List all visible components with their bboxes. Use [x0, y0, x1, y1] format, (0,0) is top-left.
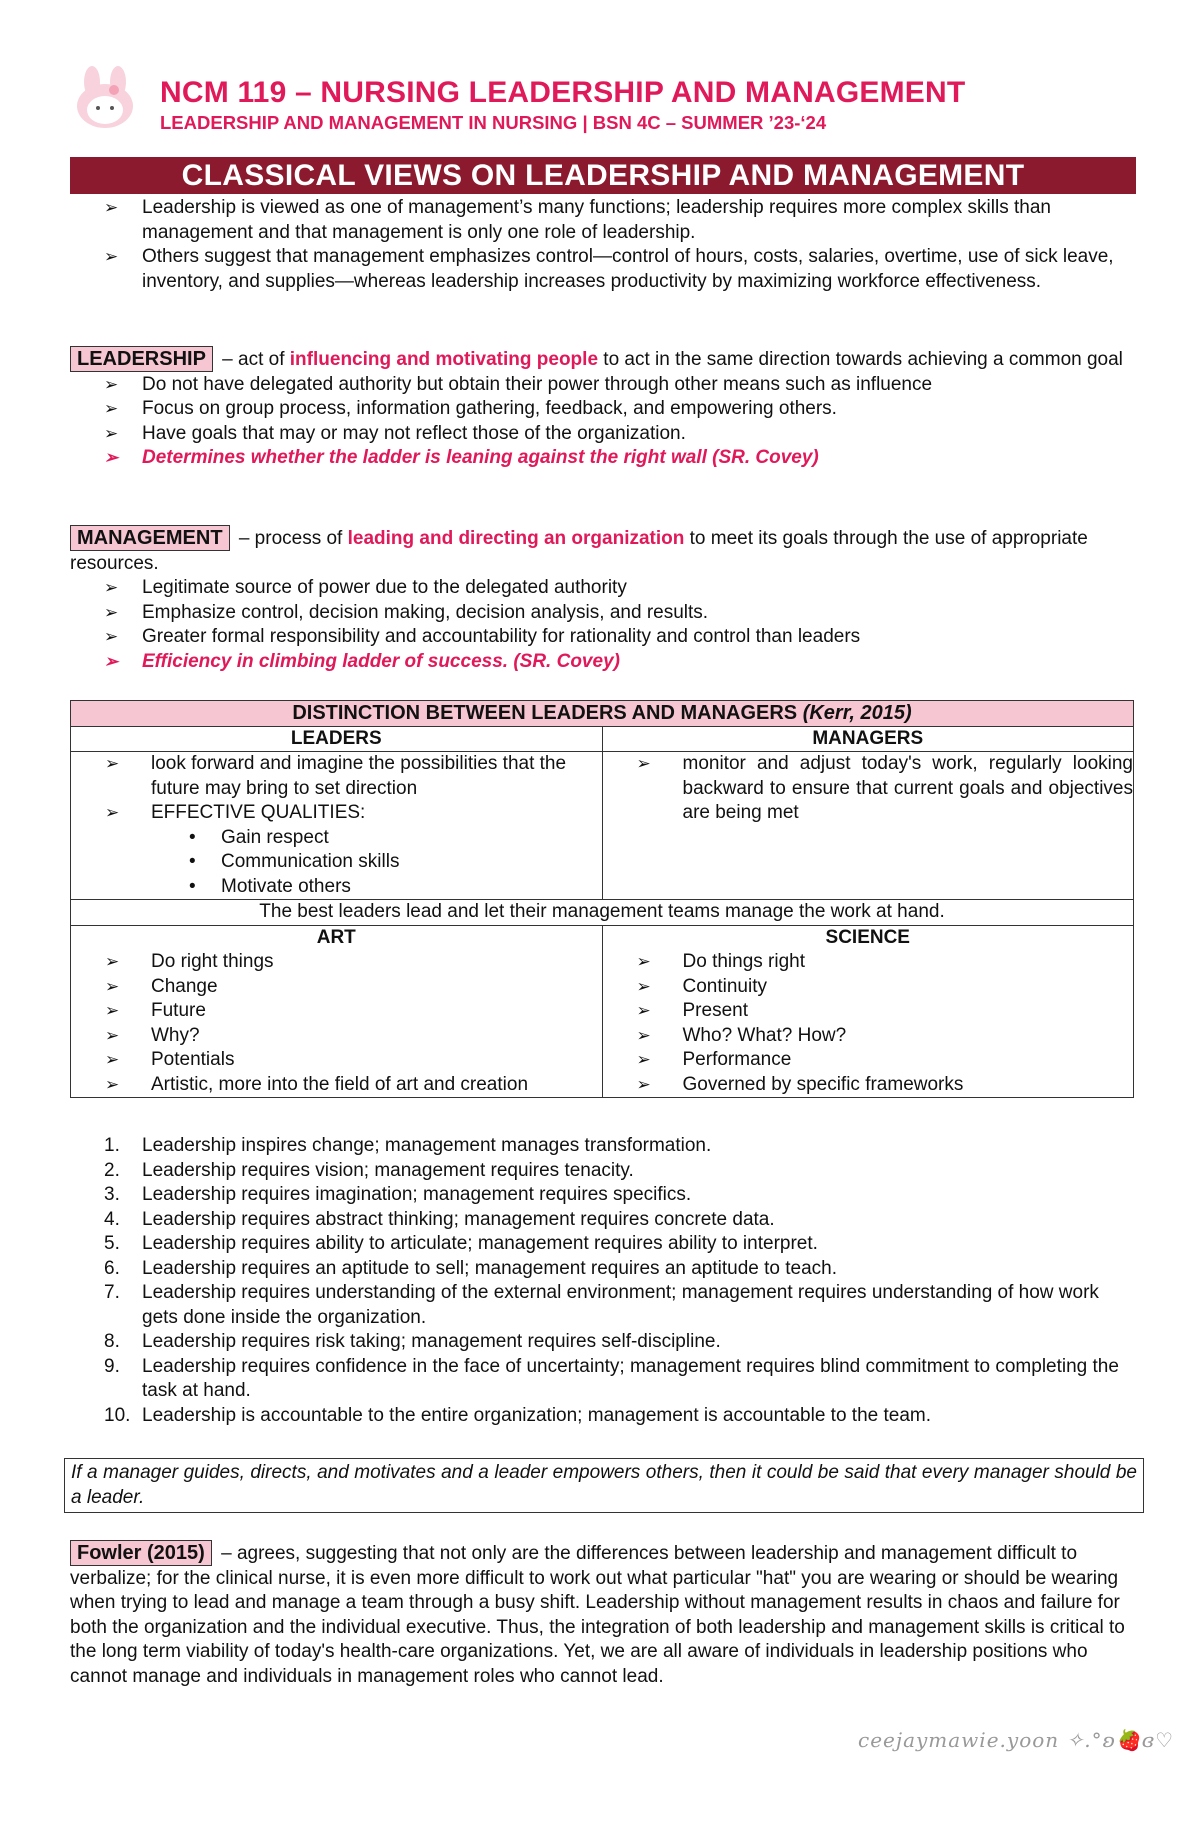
fowler-section: Fowler (2015) – agrees, suggesting that not only are the differences between leadership and management difficult to verbalize; for the clinical nurse, it is even more difficult to work out what particular "hat" you are wearing or should be wearing when trying to lead and manage a team through a busy shift. Leadership without management results in chaos and failure for both the organization and the individual executive. Thus, the integration of both leadership and management skills is critical to the long term viability of today's health-care organizations. Yet, we are all aware of individuals in leadership positions who cannot manage and individuals in management roles who cannot lead.: [70, 1542, 1125, 1687]
leaders-cell: [71, 752, 603, 900]
arrow-bullet-icon: ➢: [105, 1074, 120, 1094]
header: [70, 64, 1140, 144]
list-item: ➢ Emphasize control, decision making, decision analysis, and results.: [70, 601, 1136, 626]
list-item: ➢ monitor and adjust today's work, regularly looking backward to ensure that current goals and objectives are being met: [636, 753, 1133, 823]
arrow-bullet-icon: ➢: [104, 627, 119, 646]
arrow-bullet-icon: ➢: [104, 651, 119, 671]
arrow-bullet-icon: ➢: [105, 803, 120, 822]
quality-item: • Communication skills: [71, 850, 602, 875]
list-item: ➢ Determines whether the ladder is leaning against the right wall (SR. Covey): [70, 446, 1136, 471]
arrow-bullet-icon: ➢: [636, 1074, 651, 1094]
list-item: 4. Leadership requires abstract thinking; management requires concrete data.: [104, 1208, 775, 1230]
list-item: ➢ Do right things: [71, 950, 602, 975]
arrow-bullet-icon: ➢: [636, 754, 651, 773]
managers-cell: [602, 752, 1134, 900]
list-item: ➢ EFFECTIVE QUALITIES:: [71, 801, 602, 826]
arrow-bullet-icon: ➢: [105, 1050, 120, 1069]
list-item: ➢ Continuity: [603, 975, 1134, 1000]
science-header: SCIENCE: [602, 925, 1134, 950]
arrow-bullet-icon: ➢: [104, 602, 119, 622]
leadership-section: [70, 346, 1136, 471]
list-item: ➢ Governed by specific frameworks: [603, 1073, 1134, 1098]
list-item: ➢ Greater formal responsibility and accountability for rationality and control than leaders: [70, 625, 1136, 650]
list-item: ➢ Leadership is viewed as one of management’s many functions; leadership requires more complex skills than management and that management is only one role of leadership.: [104, 197, 1051, 243]
intro-list: [70, 196, 1136, 294]
leadership-tag: LEADERSHIP: [70, 346, 213, 372]
quality-item: • Gain respect: [71, 826, 602, 851]
list-item: ➢ Artistic, more into the field of art and creation: [71, 1073, 602, 1098]
table-title: DISTINCTION BETWEEN LEADERS AND MANAGERS (Kerr, 2015): [71, 701, 1134, 727]
document-subtitle: LEADERSHIP AND MANAGEMENT IN NURSING | BSN 4C – SUMMER ’23-‘24: [160, 112, 827, 133]
list-item: 2. Leadership requires vision; management requires tenacity.: [104, 1159, 634, 1181]
management-definition: MANAGEMENT – process of leading and directing an organization to meet its goals through the use of appropriate resources.: [70, 527, 1088, 574]
management-section: [70, 525, 1136, 674]
quality-item: • Motivate others: [71, 875, 602, 900]
list-item: ➢ Future: [71, 999, 602, 1024]
list-item: ➢ Change: [71, 975, 602, 1000]
quote-box: If a manager guides, directs, and motivates and a leader empowers others, then it could be said that every manager should be a leader.: [64, 1458, 1144, 1513]
bunny-mascot-icon: [70, 66, 140, 132]
arrow-bullet-icon: ➢: [636, 976, 651, 996]
list-item: ➢ Focus on group process, information gathering, feedback, and empowering others.: [70, 397, 1136, 422]
arrow-bullet-icon: ➢: [104, 578, 119, 597]
list-item: 3. Leadership requires imagination; management requires specifics.: [104, 1184, 692, 1205]
document-title: NCM 119 – NURSING LEADERSHIP AND MANAGEMENT: [160, 76, 966, 109]
list-item: ➢ Have goals that may or may not reflect those of the organization.: [70, 422, 1136, 447]
numbered-list: [70, 1134, 1136, 1428]
arrow-bullet-icon: ➢: [105, 1025, 120, 1045]
leaders-header: LEADERS: [71, 726, 603, 752]
dot-bullet-icon: •: [189, 826, 196, 848]
arrow-bullet-icon: ➢: [105, 976, 120, 996]
list-item: ➢ Efficiency in climbing ladder of success. (SR. Covey): [70, 650, 1136, 675]
list-item: 5. Leadership requires ability to articulate; management requires ability to interpret.: [104, 1233, 818, 1254]
arrow-bullet-icon: ➢: [636, 1025, 651, 1045]
arrow-bullet-icon: ➢: [104, 374, 119, 394]
list-item: ➢ Present: [603, 999, 1134, 1024]
arrow-bullet-icon: ➢: [636, 1001, 651, 1020]
management-tag: MANAGEMENT: [70, 525, 230, 551]
arrow-bullet-icon: ➢: [104, 198, 119, 217]
list-item: 6. Leadership requires an aptitude to sell; management requires an aptitude to teach.: [104, 1257, 838, 1279]
list-item: ➢ Do things right: [603, 950, 1134, 975]
list-item: ➢ Do not have delegated authority but obtain their power through other means such as influence: [70, 373, 1136, 398]
list-item: ➢ Potentials: [71, 1048, 602, 1073]
art-cell: [71, 950, 603, 1098]
list-item: 1. Leadership inspires change; management manages transformation.: [104, 1135, 712, 1156]
list-item: ➢ Performance: [603, 1048, 1134, 1073]
arrow-bullet-icon: ➢: [104, 247, 119, 266]
signature: ceejaymawie.yoon ✧.°ʚ🍓ɞ♡: [858, 1728, 1174, 1752]
list-item: ➢ Others suggest that management emphasizes control—control of hours, costs, salaries, overtime, use of sick leave, inventory, and supplies—whereas leadership increases productivity by maximizing workforce effectiveness.: [104, 246, 1114, 292]
list-item: 10. Leadership is accountable to the entire organization; management is accountable to the team.: [104, 1404, 932, 1426]
section-banner: CLASSICAL VIEWS ON LEADERSHIP AND MANAGEMENT: [70, 157, 1136, 194]
list-item: ➢ Legitimate source of power due to the delegated authority: [70, 576, 1136, 601]
list-item: ➢ Why?: [71, 1024, 602, 1049]
arrow-bullet-icon: ➢: [105, 952, 120, 971]
science-cell: [602, 950, 1134, 1098]
leadership-definition: LEADERSHIP – act of influencing and motivating people to act in the same direction towards achieving a common goal: [70, 346, 1136, 373]
arrow-bullet-icon: ➢: [636, 1050, 651, 1069]
arrow-bullet-icon: ➢: [105, 1001, 120, 1020]
list-item: 9. Leadership requires confidence in the face of uncertainty; management requires blind commitment to completing the task at hand.: [104, 1355, 1119, 1401]
arrow-bullet-icon: ➢: [104, 423, 119, 443]
fowler-tag: Fowler (2015): [70, 1540, 212, 1566]
dot-bullet-icon: •: [189, 851, 196, 872]
arrow-bullet-icon: ➢: [636, 952, 651, 971]
distinction-table: [70, 700, 1134, 1098]
list-item: 8. Leadership requires risk taking; management requires self-discipline.: [104, 1331, 721, 1352]
list-item: ➢ Who? What? How?: [603, 1024, 1134, 1049]
art-header: ART: [71, 925, 603, 950]
dot-bullet-icon: •: [189, 875, 196, 897]
arrow-bullet-icon: ➢: [105, 754, 120, 773]
arrow-bullet-icon: ➢: [104, 448, 119, 467]
table-middle-note: The best leaders lead and let their management teams manage the work at hand.: [71, 900, 1134, 926]
arrow-bullet-icon: ➢: [104, 399, 119, 418]
list-item: ➢ look forward and imagine the possibilities that the future may bring to set direction: [105, 753, 567, 799]
list-item: 7. Leadership requires understanding of the external environment; management requires understanding of how work gets done inside the organization.: [104, 1282, 1099, 1328]
managers-header: MANAGERS: [602, 726, 1134, 752]
